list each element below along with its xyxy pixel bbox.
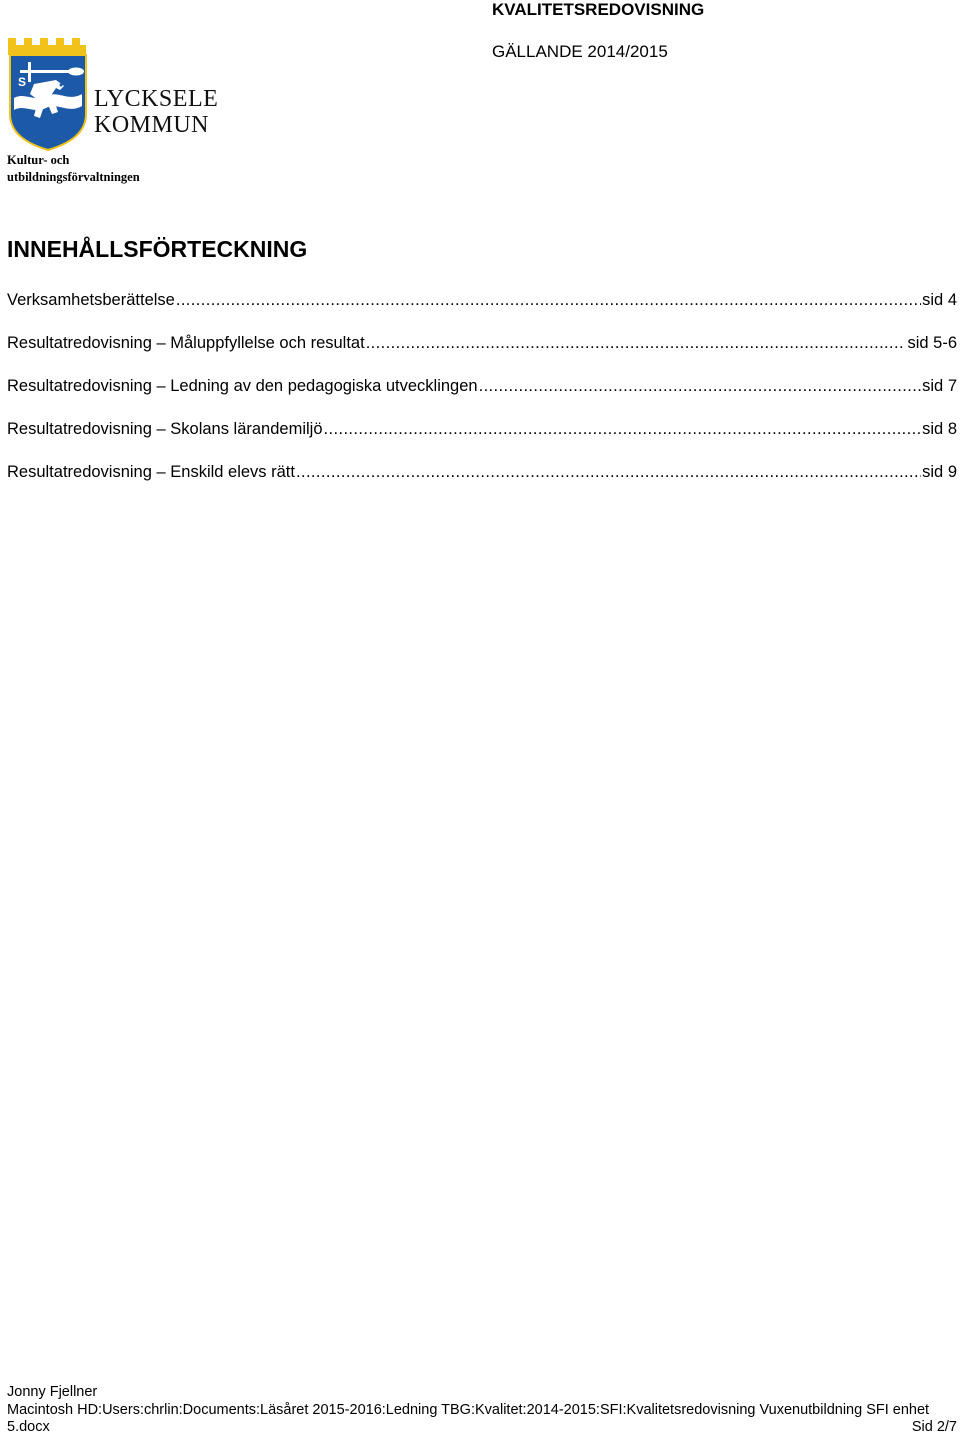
department-name xyxy=(7,152,140,186)
toc-item-label: Resultatredovisning – Skolans lärandemiljö xyxy=(7,420,323,438)
toc-leader-dots xyxy=(296,462,921,482)
toc-item-page: sid 8 xyxy=(922,420,957,438)
toc-leader-dots xyxy=(324,419,922,439)
toc-item xyxy=(7,290,957,333)
toc-item-label: Resultatredovisning – Måluppfyllelse och resultat xyxy=(7,334,365,352)
toc-heading: INNEHÅLLSFÖRTECKNING xyxy=(7,236,308,262)
table-of-contents xyxy=(7,290,957,505)
footer-file-end: 5.docx xyxy=(7,1419,50,1435)
toc-leader-dots xyxy=(479,376,922,396)
department-line-2: utbildningsförvaltningen xyxy=(7,170,140,184)
toc-leader-dots xyxy=(366,333,902,353)
toc-leader-dots xyxy=(176,290,921,310)
footer-line-3 xyxy=(7,1419,957,1437)
toc-item-label: Verksamhetsberättelse xyxy=(7,291,175,309)
toc-item-page: sid 9 xyxy=(922,463,957,481)
toc-item-page: sid 5-6 xyxy=(902,334,957,352)
toc-item xyxy=(7,419,957,462)
lycksele-kommun-logo xyxy=(6,36,219,152)
document-title: KVALITETSREDOVISNING xyxy=(492,0,705,19)
toc-item xyxy=(7,333,957,376)
svg-text:S: S xyxy=(18,75,27,89)
page-footer xyxy=(7,1384,957,1437)
coat-of-arms-icon xyxy=(6,36,90,152)
footer-page-number: Sid 2/7 xyxy=(911,1419,957,1435)
toc-item-label: Resultatredovisning – Ledning av den pedagogiska utvecklingen xyxy=(7,377,478,395)
department-line-1: Kultur- och xyxy=(7,153,70,167)
toc-item-label: Resultatredovisning – Enskild elevs rätt xyxy=(7,463,295,481)
logo-line-1: LYCKSELE xyxy=(94,86,219,112)
footer-author: Jonny Fjellner xyxy=(7,1384,98,1400)
toc-item xyxy=(7,376,957,419)
logo-wordmark xyxy=(94,86,218,138)
toc-item-page: sid 4 xyxy=(922,291,957,309)
toc-item-page: sid 7 xyxy=(922,377,957,395)
toc-item xyxy=(7,462,957,505)
logo-line-2: KOMMUN xyxy=(94,112,210,138)
document-subtitle: GÄLLANDE 2014/2015 xyxy=(492,42,668,61)
footer-file-path: Macintosh HD:Users:chrlin:Documents:Läsåret 2015-2016:Ledning TBG:Kvalitet:2014-2015:SFI:Kvalitetsredovisning Vuxenutbildning SFI enhet xyxy=(7,1401,930,1418)
